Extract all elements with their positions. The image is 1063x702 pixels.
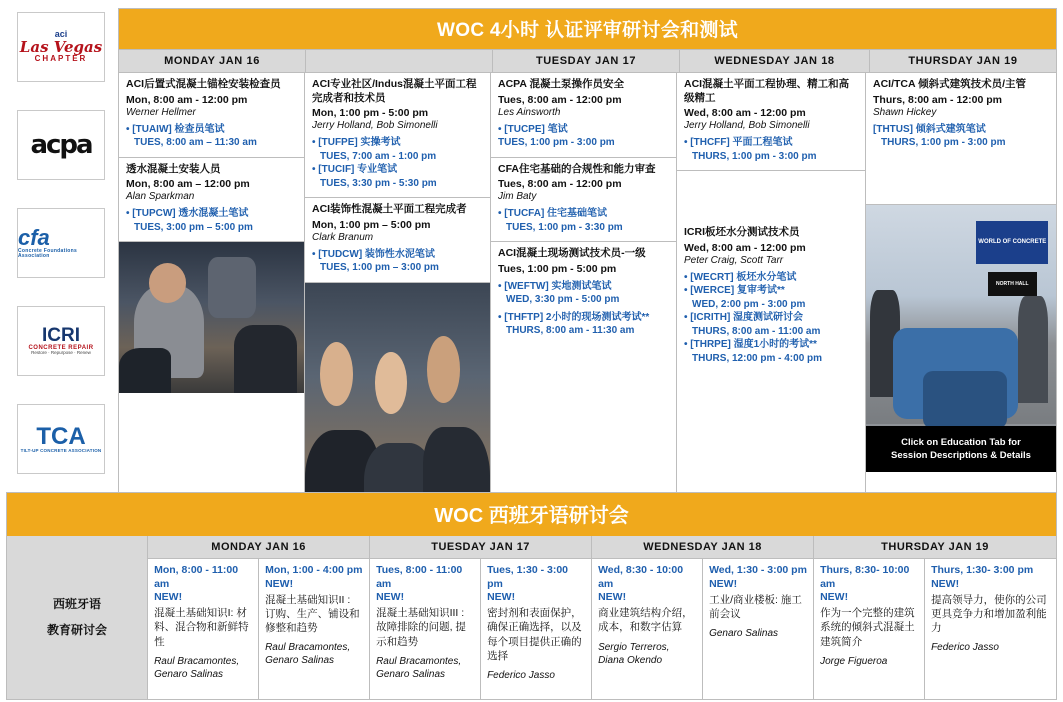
aci-las-vegas-logo [17,12,105,82]
world-of-concrete-sign: WORLD OF CONCRETE [976,221,1048,264]
session-card[interactable]: ACI后置式混凝土锚栓安装检查员 Mon, 8:00 am - 12:00 pm Werner Hellmer • [TUAIW] 检查员笔试 TUES, 8:00 am – 11:30 am [126,78,281,149]
spanish-session-card[interactable]: Mon, 1:00 - 4:00 pm NEW! 混凝土基础知识II : 订购、生产、铺设和修整和趋势 Raul Bracamontes, Genaro Salinas [259,559,370,699]
spanish-day-monday: MONDAY JAN 16 [148,536,370,558]
cfa-logo: cfa Concrete Foundations Association [17,208,105,278]
session-card[interactable]: ACI装饰性混凝土平面工程完成者 Mon, 1:00 pm – 5:00 pm Clark Branum • [TUDCW] 装饰性水泥笔试 TUES, 1:00 pm – 3:00 pm [305,197,490,282]
session-card[interactable]: ACI混凝土现场测试技术员-一级 Tues, 1:00 pm - 5:00 pm • [WEFTW] 实地测试笔试 WED, 3:30 pm - 5:00 pm • [THFTP] 2小时的现场测试考试** THURS, 8:00 am - 11:30 am [491,241,676,389]
session-card[interactable]: ICRI板坯水分测试技术员 Wed, 8:00 am - 12:00 pm Peter Craig, Scott Tarr • [WECRT] 板坯水分笔试 • [WERCE] 复审考试** WED, 2:00 pm - 3:00 pm • [ICRITH] 湿度测试研讨会 THURS, 8:00 am - 11:00 am • [THRPE] 湿度1小时的考试** THURS, 12:00 pm - 4:00 pm [677,170,865,438]
acpa-logo: acpa [17,110,105,180]
spanish-session-card[interactable]: Wed, 8:30 - 10:00 am NEW! 商业建筑结构介绍，成本，和数字估算 Sergio Terreros, Diana Okendo [592,559,703,699]
day-header-row [119,49,1056,73]
education-tab-caption: Click on Education Tab for Session Descriptions & Details [866,426,1056,472]
day-header-wednesday: WEDNESDAY JAN 18 [680,50,870,72]
north-hall-sign: NORTH HALL [988,272,1037,296]
spanish-day-tuesday: TUESDAY JAN 17 [370,536,592,558]
spanish-session-card[interactable]: Wed, 1:30 - 3:00 pm NEW! 工业/商业楼板: 施工前会议 Genaro Salinas [703,559,814,699]
schedule-column-4 [677,73,866,550]
certification-schedule-table [118,8,1057,551]
world-of-concrete-expo-photo [866,204,1056,472]
schedule-grid [119,73,1056,550]
icri-logo: ICRI CONCRETE REPAIR Restore · Repurpose · Renew [17,306,105,376]
aci-logo-text: aci [54,29,68,40]
day-header-monday: MONDAY JAN 16 [119,50,306,72]
session-card[interactable]: ACI/TCA 倾斜式建筑技术员/主管 Thurs, 8:00 am - 12:00 pm Shawn Hickey [THTUS] 倾斜式建筑笔试 THURS, 1:00 pm - 3:00 pm [873,78,1027,149]
schedule-title: WOC 4小时 认证评审研讨会和测试 [119,9,1056,49]
spanish-session-card[interactable]: Mon, 8:00 - 11:00 am NEW! 混凝土基础知识I: 材料、混合物和新鲜特性 Raul Bracamontes, Genaro Salinas [148,559,259,699]
schedule-column-3 [491,73,677,550]
spanish-session-card[interactable]: Tues, 1:30 - 3:00 pm NEW! 密封剂和表面保护，确保正确选择，以及每个项目提供正确的选择 Federico Jasso [481,559,592,699]
spanish-seminar-label: 西班牙语 教育研讨会 [7,536,148,699]
schedule-column-2 [305,73,491,550]
spanish-session-card[interactable]: Tues, 8:00 - 11:00 am NEW! 混凝土基础知识III : 故障排除的问题, 提示和趋势 Raul Bracamontes, Genaro Salinas [370,559,481,699]
spanish-session-card[interactable]: Thurs, 8:30- 10:00 am NEW! 作为一个完整的建筑系统的倾斜式混凝土建筑简介 Jorge Figueroa [814,559,925,699]
spanish-day-wednesday: WEDNESDAY JAN 18 [592,536,814,558]
session-card[interactable]: ACI混凝土平面工程协理、精工和高级精工 Wed, 8:00 am - 12:00 pm Jerry Holland, Bob Simonelli • [THCFF] 平面工程笔试 THURS, 1:00 pm - 3:00 pm [684,78,850,162]
day-header-tuesday-col2 [306,50,493,72]
session-card[interactable]: CFA住宅基础的合规性和能力审查 Tues, 8:00 am - 12:00 pm Jim Baty • [TUCFA] 住宅基础笔试 TUES, 1:00 pm - 3:30 pm [491,157,676,242]
session-card[interactable]: ACI专业社区/Indus混凝土平面工程完成者和技术员 Mon, 1:00 pm - 5:00 pm Jerry Holland, Bob Simonelli • [TUFPE] 实操考试 TUES, 7:00 am - 1:00 pm • [TUCIF] 专业笔试 TUES, 3:30 pm - 5:30 pm [312,78,477,189]
las-vegas-text: Las Vegas [19,37,103,56]
tca-logo: TCA TILT-UP CONCRETE ASSOCIATION [17,404,105,474]
spanish-day-header-row [148,536,1056,559]
schedule-column-1 [119,73,305,550]
spanish-session-card[interactable]: Thurs, 1:30- 3:00 pm NEW! 提高领导力，使你的公司更具竞争力和增加盈利能力 Federico Jasso [931,564,1047,654]
association-logo-column [6,8,116,474]
session-card[interactable]: 透水混凝土安装人员 Mon, 8:00 am – 12:00 pm Alan Sparkman • [TUPCW] 透水混凝土笔试 TUES, 3:00 pm – 5:00 pm [119,157,304,242]
classroom-photo [119,241,304,393]
spanish-day-thursday: THURSDAY JAN 19 [881,541,989,553]
schedule-column-5 [866,73,1056,550]
spanish-seminar-table [6,492,1057,700]
session-card[interactable]: ACPA 混凝土泵操作员安全 Tues, 8:00 am - 12:00 pm Les Ainsworth • [TUCPE] 笔试 TUES, 1:00 pm - 3:00 pm [498,78,624,149]
spanish-session-row [148,559,1056,699]
chapter-text: CHAPTER [34,54,88,64]
day-header-tuesday: TUESDAY JAN 17 [493,50,680,72]
day-header-thursday: THURSDAY JAN 19 [908,55,1018,67]
spanish-seminar-title: WOC 西班牙语研讨会 [7,493,1056,536]
